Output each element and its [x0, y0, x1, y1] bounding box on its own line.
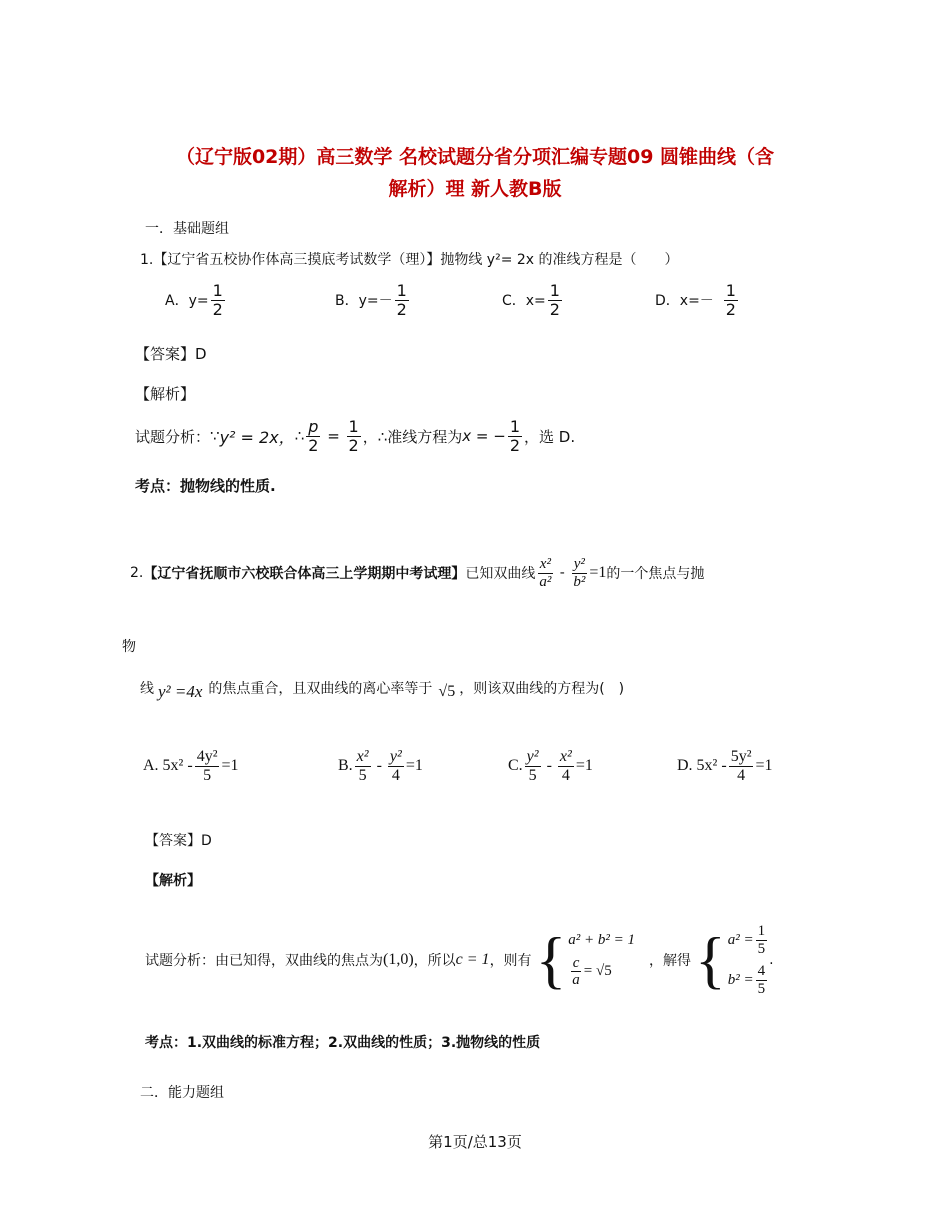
numerator: 1: [348, 417, 359, 436]
numerator: y²: [389, 748, 402, 765]
numerator: p: [308, 417, 319, 436]
section-heading-basic: 一．基础题组: [145, 221, 229, 237]
q2-stem: 2. 【辽宁省抚顺市六校联合体高三上学期期中考试理】 已知双曲线 $\frac{\text{x²}}{\text{a²}}$ - $\frac{\text{y²}}{\text{b²}}$ =1 的一个焦点与抛: [130, 556, 705, 590]
q1-option-a-label: A．y=: [165, 293, 209, 310]
system-lines: [728, 923, 769, 997]
denominator: 4: [391, 766, 400, 784]
q1-solution: 试题分析： ∵ y² = 2x， ∴ $\frac{p}{2}$ = $\frac{1}{2}$ ，∴准线方程为 x = − $\frac{1}{2}$ ，选 D.: [135, 417, 576, 455]
q1-option-c: [502, 282, 564, 318]
denominator: 4: [561, 766, 570, 784]
numerator: 1: [396, 281, 407, 300]
equals-one: =1: [755, 757, 773, 775]
fraction: [355, 748, 371, 784]
denominator: 2: [509, 435, 521, 455]
fraction: [195, 748, 220, 784]
q2-solution-end: .: [769, 952, 774, 968]
fraction: [756, 963, 768, 997]
q2-solution-text2: ，所以: [413, 953, 456, 969]
fraction: [525, 748, 541, 784]
fraction: [756, 923, 768, 957]
q2-text: 已知双曲线: [465, 566, 536, 582]
denominator: 2: [212, 299, 223, 319]
q2-analysis-heading: 【解析】: [145, 873, 201, 889]
fraction: [548, 282, 562, 318]
numerator: 1: [757, 923, 766, 939]
therefore-symbol: ∴: [294, 427, 305, 446]
q2-stem-line2: [140, 674, 624, 702]
fraction-c-over-a: [570, 955, 582, 989]
q1-option-b-label: B．y=－: [335, 293, 393, 310]
c-equals-one: c = 1: [455, 951, 490, 968]
denominator: a²: [539, 573, 552, 590]
denominator: a: [572, 972, 580, 988]
focus-point: (1,0): [383, 951, 414, 968]
numerator: 1: [725, 281, 736, 300]
q2-option-a: [143, 748, 239, 784]
q1-equation: y² = 2x，: [219, 427, 295, 447]
q2-stem-tail: 的一个焦点与抛: [606, 566, 705, 582]
because-symbol: ∵: [210, 427, 220, 446]
denominator: 2: [725, 299, 736, 319]
numerator: y²: [526, 748, 539, 765]
document-title-line1: （辽宁版02期）高三数学 名校试题分省分项汇编专题09 圆锥曲线（含: [175, 146, 775, 168]
q2-solution-text3: ，则有: [489, 953, 532, 969]
q2-option-d: [677, 748, 773, 784]
q1-option-d: [655, 282, 740, 318]
q2-line2-mid: 的焦点重合，且双曲线的离心率等于: [208, 681, 433, 697]
denominator: 5: [757, 980, 766, 997]
numerator: c: [572, 954, 580, 971]
q1-solution-mid: ，∴准线方程为: [362, 427, 463, 446]
fraction-y2-b2: [571, 556, 587, 590]
q2-option-c-label: C.: [508, 757, 523, 775]
denominator: 4: [737, 766, 746, 784]
numerator: 4: [757, 963, 766, 979]
equals-one: =1: [589, 564, 607, 581]
equation-system-2: [695, 923, 769, 997]
fraction: [729, 748, 754, 784]
q2-stem-wrap: 物: [122, 639, 136, 655]
numerator: 4y²: [196, 748, 218, 765]
system-line-2: [728, 963, 769, 997]
q2-solution-text4: ，解得: [649, 953, 692, 969]
numerator: 5y²: [730, 748, 752, 765]
numerator: 1: [509, 417, 521, 436]
q1-solution-end: ，选 D.: [524, 427, 576, 446]
system-lines: [568, 932, 635, 989]
q2-option-d-label: D. 5x² -: [677, 757, 727, 775]
denominator: 5: [358, 766, 367, 784]
equals-one: =1: [221, 757, 239, 775]
q2-line2-end: ，则该双曲线的方程为( ): [459, 681, 625, 697]
system-line-1: a² + b² = 1: [568, 931, 636, 948]
denominator: 5: [203, 766, 212, 784]
denominator: 5: [528, 766, 537, 784]
denominator: 2: [549, 299, 560, 319]
equation-rhs: = √5: [583, 963, 612, 979]
q2-number: 2.: [130, 565, 144, 581]
equation-lhs: b² =: [727, 971, 754, 988]
equals-one: =1: [405, 757, 423, 775]
q1-option-b: [335, 282, 411, 318]
sqrt-five: √5: [438, 683, 456, 700]
denominator: 5: [757, 940, 766, 957]
q1-option-a: [165, 282, 227, 318]
section-heading-ability: 二．能力题组: [140, 1085, 224, 1101]
q1-option-c-label: C．x=: [502, 293, 546, 310]
q2-option-a-label: A. 5x² -: [143, 757, 193, 775]
q2-option-c: C. $\frac{\text{y²}}{5}$ - $\frac{\text{x²}}{4}$ =1: [508, 748, 593, 784]
q1-knowledge-point: 考点：抛物线的性质.: [135, 477, 276, 495]
system-line-1: [728, 923, 769, 957]
q2-line2-prefix: 线: [140, 681, 154, 697]
denominator: 2: [348, 435, 359, 455]
numerator: x²: [539, 556, 551, 572]
q2-solution-text1: 试题分析：由已知得，双曲线的焦点为: [145, 953, 383, 969]
q1-option-d-label: D．x=－: [655, 293, 714, 310]
q2-answer: 【答案】D: [145, 833, 212, 849]
denominator: 2: [308, 435, 319, 455]
q1-solution-prefix: 试题分析：: [135, 427, 211, 446]
q1-answer: 【答案】D: [135, 345, 207, 363]
denominator: b²: [573, 573, 586, 590]
fraction: [558, 748, 574, 784]
numerator: y²: [573, 556, 585, 572]
left-brace: {: [535, 924, 567, 995]
q1-analysis-heading: 【解析】: [135, 385, 196, 403]
fraction: [388, 748, 404, 784]
q2-option-b: B. $\frac{\text{x²}}{5}$ - $\frac{\text{y²}}{4}$ =1: [338, 748, 423, 784]
page-footer: 第1页/总13页: [428, 1133, 522, 1151]
q1-directrix: x = −: [462, 427, 506, 446]
numerator: 1: [549, 281, 560, 300]
q2-option-b-label: B.: [338, 757, 353, 775]
fraction: [724, 282, 738, 318]
q2-knowledge-point: 考点：1.双曲线的标准方程；2.双曲线的性质；3.抛物线的性质: [145, 1035, 541, 1051]
q2-solution: [145, 908, 774, 1012]
numerator: x²: [356, 748, 369, 765]
numerator: 1: [212, 281, 223, 300]
numerator: x²: [559, 748, 572, 765]
left-brace: {: [695, 924, 726, 995]
parabola-equation: y² =4x: [158, 682, 203, 701]
equals-one: =1: [575, 757, 593, 775]
q2-source: 【辽宁省抚顺市六校联合体高三上学期期中考试理】: [143, 566, 466, 582]
fraction: [395, 282, 409, 318]
q1-stem: 1.【辽宁省五校协作体高三摸底考试数学（理）】抛物线 y²= 2x 的准线方程是（ ）: [140, 252, 679, 268]
equation-system-1: [535, 924, 636, 995]
fraction: [211, 282, 225, 318]
document-title-line2: 解析）理 新人教B版: [388, 178, 562, 200]
denominator: 2: [396, 299, 407, 319]
fraction-one-half: [347, 418, 361, 454]
system-line-2: [568, 955, 635, 989]
equation-lhs: a² =: [727, 931, 754, 948]
fraction-one-half: [508, 418, 522, 454]
fraction-p-over-2: [306, 418, 320, 454]
fraction-x2-a2: [537, 556, 553, 590]
